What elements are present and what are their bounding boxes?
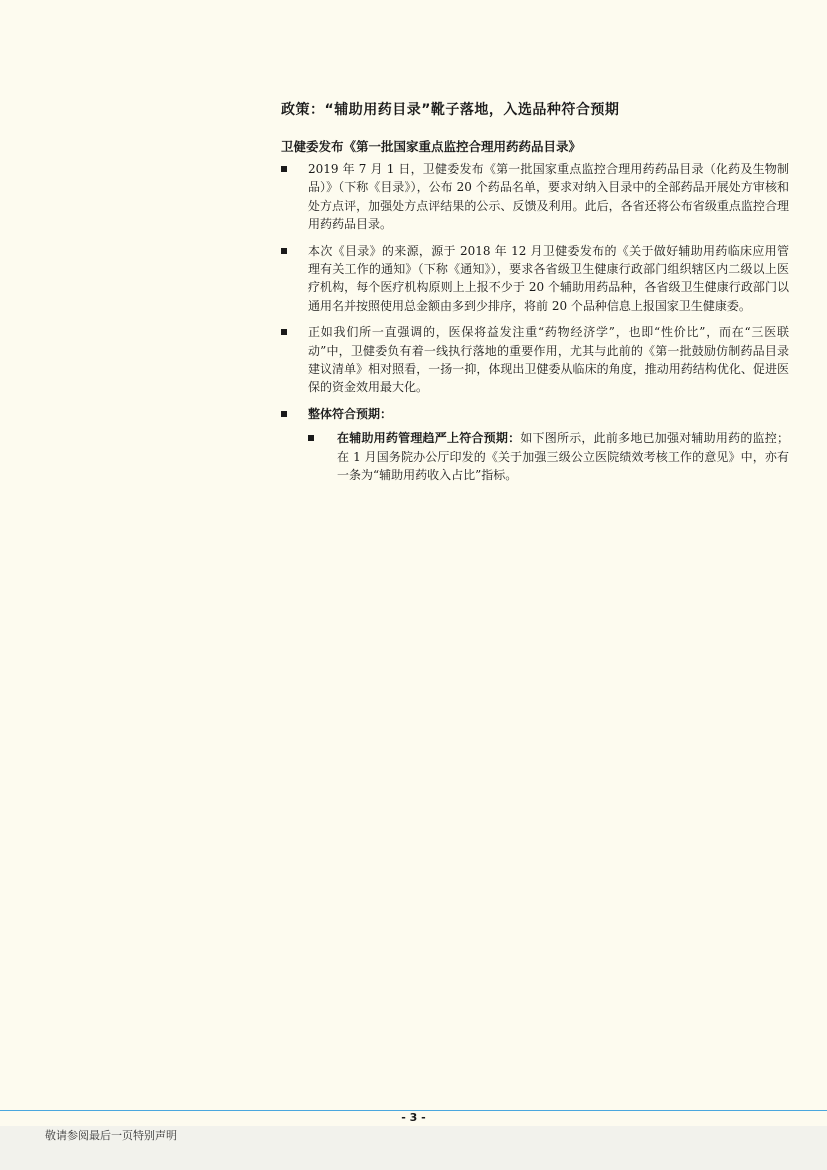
bullet-text: 本次《目录》的来源，源于 2018 年 12 月卫健委发布的《关于做好辅助用药临床应用管理有关工作的通知》（下称《通知》），要求各省级卫生健康行政部门组织辖区内二级以上医疗机构，每个医疗机构原则上上报不少于 20 个辅助用药品种，各省级卫生健康行政部门以通用名并按照使用总金额由多到少排序，将前 20 个品种信息上报国家卫生健康委。	[308, 243, 789, 313]
bullet-item	[281, 160, 789, 234]
bullet-text: 2019 年 7 月 1 日，卫健委发布《第一批国家重点监控合理用药药品目录（化药及生物制品）》（下称《目录》），公布 20 个药品名单，要求对纳入目录中的全部药品开展处方审核和处方点评，加强处方点评结果的公示、反馈及利用。此后，各省还将公布省级重点监控合理用药药品目录。	[308, 162, 789, 232]
square-bullet-icon	[308, 435, 314, 441]
bullet-list	[281, 160, 789, 485]
sub-bullet-list	[308, 429, 789, 484]
sub-bullet-item	[308, 429, 789, 484]
square-bullet-icon	[281, 329, 287, 335]
summary-label: 整体符合预期：	[308, 406, 393, 421]
square-bullet-icon	[281, 411, 287, 417]
footer-disclaimer: 敬请参阅最后一页特别声明	[45, 1129, 177, 1142]
main-content	[281, 100, 789, 493]
bullet-text: 正如我们所一直强调的，医保将益发注重“药物经济学”，也即“性价比”，而在“三医联动”中，卫健委负有着一线执行落地的重要作用，尤其与此前的《第一批鼓励仿制药品目录建议清单》相对照看，一扬一抑，体现出卫健委从临床的角度，推动用药结构优化、促进医保的资金效用最大化。	[308, 325, 789, 395]
square-bullet-icon	[281, 166, 287, 172]
bullet-item	[281, 323, 789, 397]
bullet-item-summary	[281, 405, 789, 485]
page-number: - 3 -	[401, 1111, 426, 1124]
sub-bullet-text: 如下图所示，此前多地已加强对辅助用药的监控；在 1 月国务院办公厅印发的《关于加强三级公立医院绩效考核工作的意见》中，亦有一条为“辅助用药收入占比”指标。	[337, 431, 789, 483]
square-bullet-icon	[281, 248, 287, 254]
section-title: 政策：“辅助用药目录”靴子落地，入选品种符合预期	[281, 102, 620, 118]
sub-bullet-bold: 在辅助用药管理趋严上符合预期：	[337, 431, 521, 446]
sub-title: 卫健委发布《第一批国家重点监控合理用药药品目录》	[281, 139, 582, 154]
bullet-item	[281, 242, 789, 316]
